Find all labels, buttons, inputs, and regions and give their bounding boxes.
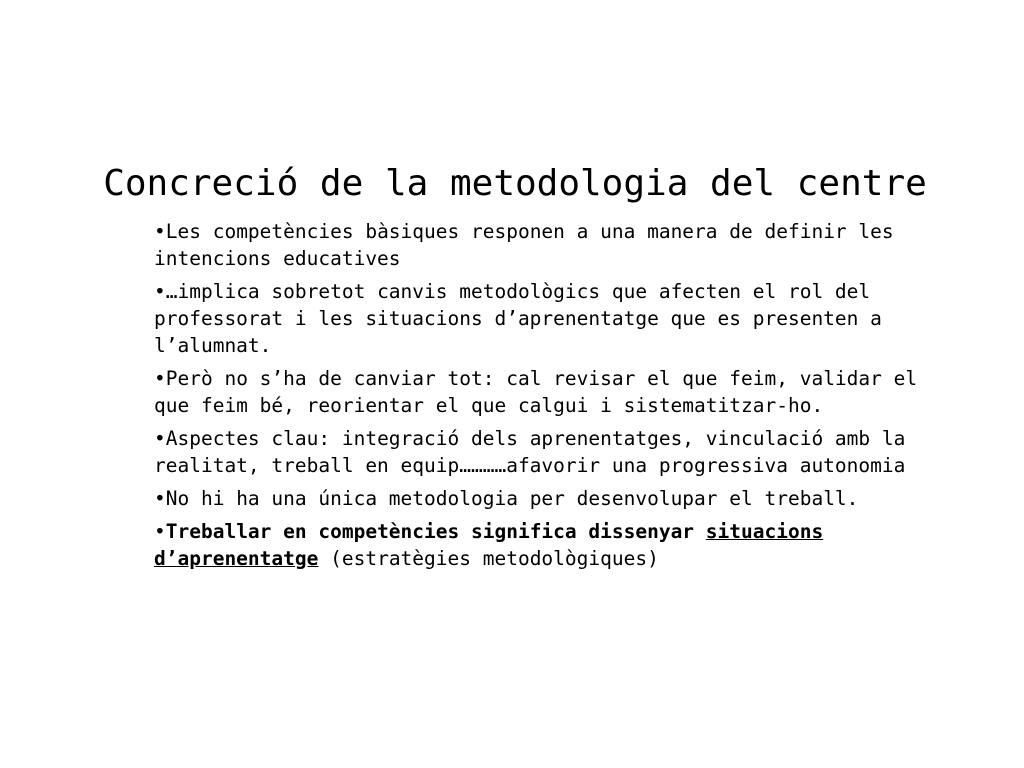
bullet-marker: • [154, 220, 166, 243]
bullet-item [154, 218, 954, 272]
bullet-marker: • [154, 427, 166, 450]
bullet-item [154, 485, 954, 512]
bullet-item [154, 365, 954, 419]
bullet-marker: • [154, 280, 166, 303]
bullet-tail-text: (estratègies metodològiques) [318, 547, 659, 570]
bullet-list [154, 218, 954, 578]
bullet-text: No hi ha una única metodologia per desenvolupar el treball. [165, 487, 859, 510]
bullet-marker: • [154, 367, 166, 390]
bullet-text: Però no s’ha de canviar tot: cal revisar el que feim, validar el que feim bé, reorientar el que calgui i sistematitzar-ho. [154, 367, 918, 417]
bullet-marker: • [154, 520, 166, 543]
bullet-text: Les competències bàsiques responen a una manera de definir les intencions educatives [154, 220, 894, 270]
bullet-text: …implica sobretot canvis metodològics que afecten el rol del professorat i les situacions d’aprenentatge que es presenten a l’alumnat. [154, 280, 882, 357]
bullet-item [154, 278, 954, 359]
bullet-marker: • [154, 487, 166, 510]
bullet-bold-text: Treballar en competències significa dissenyar [165, 520, 706, 543]
slide-title: Concreció de la metodologia del centre [103, 163, 927, 204]
situacions-link[interactable]: situacions d’aprenentatge [154, 520, 824, 570]
bullet-item-key [154, 518, 954, 572]
bullet-item [154, 425, 954, 479]
bullet-text: Aspectes clau: integració dels aprenentatges, vinculació amb la realitat, treball en equip…………afavorir una progressiva autonomia [154, 427, 906, 477]
